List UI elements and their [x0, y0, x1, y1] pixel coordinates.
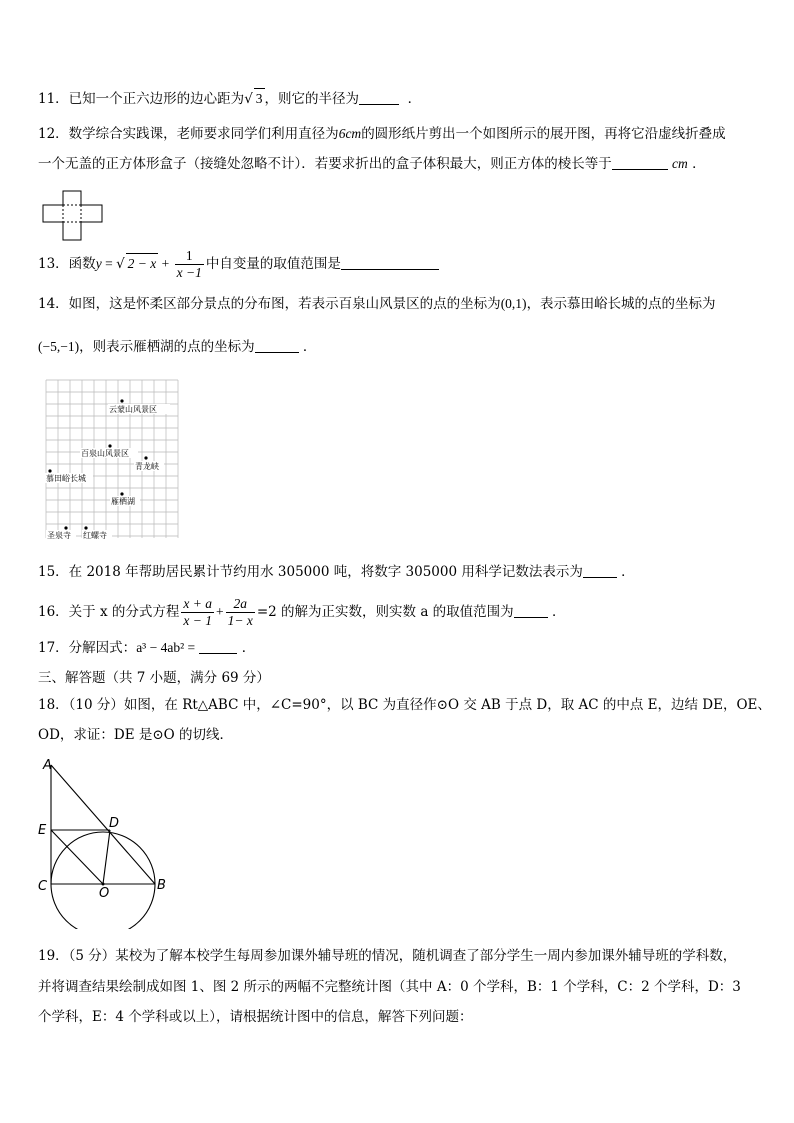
q13-num: 1 — [175, 248, 204, 265]
q13-den: x −1 — [176, 265, 202, 280]
point-qinglongxia — [144, 456, 147, 459]
q16-text: =2 的解为正实数，则实数 a 的取值范围为 — [256, 604, 514, 620]
point-baiquanshan — [108, 444, 111, 447]
label-e: E — [38, 823, 47, 838]
q13-equals: = — [101, 256, 117, 271]
segment-ab — [51, 765, 155, 884]
label-c: C — [38, 879, 48, 894]
q13-suffix: 中自变量的取值范围是 — [205, 256, 341, 272]
scenic-grid-map — [44, 378, 182, 542]
question-14-line2 — [38, 337, 316, 357]
cube-net-figure — [42, 190, 104, 242]
q16-num1: x + a — [183, 596, 212, 611]
question-12-line2 — [38, 154, 706, 174]
question-12-line1 — [38, 124, 726, 144]
q11-answer-blank — [359, 90, 399, 105]
q17-expression: a³ − 4ab² = — [136, 640, 196, 655]
segment-od — [103, 830, 110, 884]
q13-plus: + — [158, 256, 173, 271]
q16-num2: 2a — [226, 596, 255, 613]
q14-coord-baiquan: (0,1) — [500, 296, 527, 311]
q13-function-var: y — [95, 256, 102, 271]
label-qinglongxia: 青龙峡 — [135, 462, 159, 471]
q12-end: ． — [692, 156, 706, 172]
q11-suffix: ，则它的半径为 — [264, 91, 360, 107]
q16-plus: + — [215, 604, 224, 619]
q16-den1: x − 1 — [183, 613, 212, 628]
label-shengquansi: 圣泉寺 — [47, 531, 71, 540]
q17-answer-blank — [199, 639, 237, 654]
q12-answer-blank — [612, 155, 668, 170]
question-13 — [38, 248, 439, 281]
point-shengquansi — [64, 526, 67, 529]
q13-prefix: 13．函数 — [38, 256, 96, 272]
section-3-heading: 三、解答题（共 7 小题，满分 69 分） — [38, 670, 270, 686]
label-mutianyu: 慕田峪长城 — [46, 474, 86, 483]
q16-den2: 1− x — [227, 613, 253, 628]
question-19-line1: 19．（5 分）某校为了解本校学生每周参加课外辅导班的情况，随机调查了部分学生一周内参加课外辅导班的学科数， — [38, 948, 737, 964]
label-o: O — [99, 886, 110, 901]
question-15 — [38, 562, 635, 582]
label-a: A — [43, 758, 52, 773]
q11-prefix: 11．已知一个正六边形的边心距为 — [38, 91, 245, 107]
q11-end: ． — [407, 91, 422, 107]
question-16 — [38, 596, 565, 629]
q11-radicand: 3 — [254, 88, 265, 109]
label-baiquanshan: 百泉山风景区 — [81, 449, 129, 458]
sqrt-symbol: √ — [116, 256, 125, 272]
q12-text-a: 12．数学综合实践课，老师要求同学们利用直径为 — [38, 126, 339, 142]
q14-answer-blank — [255, 338, 299, 353]
label-hongluosi: 红螺寺 — [83, 531, 107, 540]
q17-end: ． — [241, 640, 256, 656]
question-19-line3: 个学科，E：4 个学科或以上），请根据统计图中的信息，解答下列问题： — [38, 1009, 473, 1025]
q12-unit: cm — [672, 156, 688, 171]
q17-prefix: 17．分解因式： — [38, 640, 137, 656]
q14-coord-mutianyu: (−5,−1) — [38, 339, 80, 354]
question-14-line1 — [38, 294, 716, 314]
label-yanqihu: 雁栖湖 — [111, 497, 135, 506]
q16-prefix: 16．关于 x 的分式方程 — [38, 604, 180, 620]
q12-text-b: 的圆形纸片剪出一个如图所示的展开图，再将它沿虚线折叠成 — [361, 126, 726, 142]
label-b: B — [157, 878, 166, 893]
label-d: D — [109, 816, 120, 831]
q13-fraction — [175, 248, 204, 281]
q15-end: ． — [621, 564, 635, 580]
geometry-figure-18 — [36, 757, 176, 929]
q16-end: ． — [551, 604, 566, 620]
point-yunmengshan — [120, 399, 123, 402]
question-19-line2: 并将调查结果绘制成如图 1、图 2 所示的两幅不完整统计图（其中 A：0 个学科，B：1 个学科，C：2 个学科，D：3 — [38, 979, 741, 995]
q13-radicand: 2 − x — [126, 253, 159, 274]
question-18-line1: 18．（10 分）如图，在 Rt△ABC 中，∠C=90°，以 BC 为直径作⊙O 交 AB 于点 D，取 AC 的中点 E，边结 DE，OE、 — [38, 697, 771, 713]
point-mutianyu — [48, 469, 51, 472]
q12-text-c: 一个无盖的正方体形盒子（接缝处忽略不计）．若要求折出的盒子体积最大，则正方体的棱长等于 — [38, 156, 612, 172]
point-yanqihu — [120, 492, 123, 495]
q16-fraction-1 — [181, 596, 214, 629]
question-17 — [38, 638, 255, 658]
q14-end: ． — [302, 339, 317, 355]
q14-text-b: ，表示慕田峪长城的点的坐标为 — [526, 296, 716, 312]
q15-text: 15．在 2018 年帮助居民累计节约用水 305000 吨，将数字 305000 用科学记数法表示为 — [38, 564, 583, 580]
q16-fraction-2 — [226, 596, 255, 629]
q14-text-c: ，则表示雁栖湖的点的坐标为 — [79, 339, 255, 355]
question-11 — [38, 88, 421, 109]
q16-answer-blank — [514, 603, 548, 618]
label-yunmengshan: 云蒙山风景区 — [109, 405, 157, 414]
sqrt-symbol: √ — [244, 91, 253, 107]
q14-text-a: 14．如图，这是怀柔区部分景点的分布图，若表示百泉山风景区的点的坐标为 — [38, 296, 501, 312]
q12-unit-diameter: 6cm — [338, 126, 362, 141]
q15-answer-blank — [583, 563, 617, 578]
point-hongluosi — [84, 526, 87, 529]
q13-answer-blank — [341, 255, 439, 270]
question-18-line2: OD，求证：DE 是⊙O 的切线． — [38, 727, 234, 743]
